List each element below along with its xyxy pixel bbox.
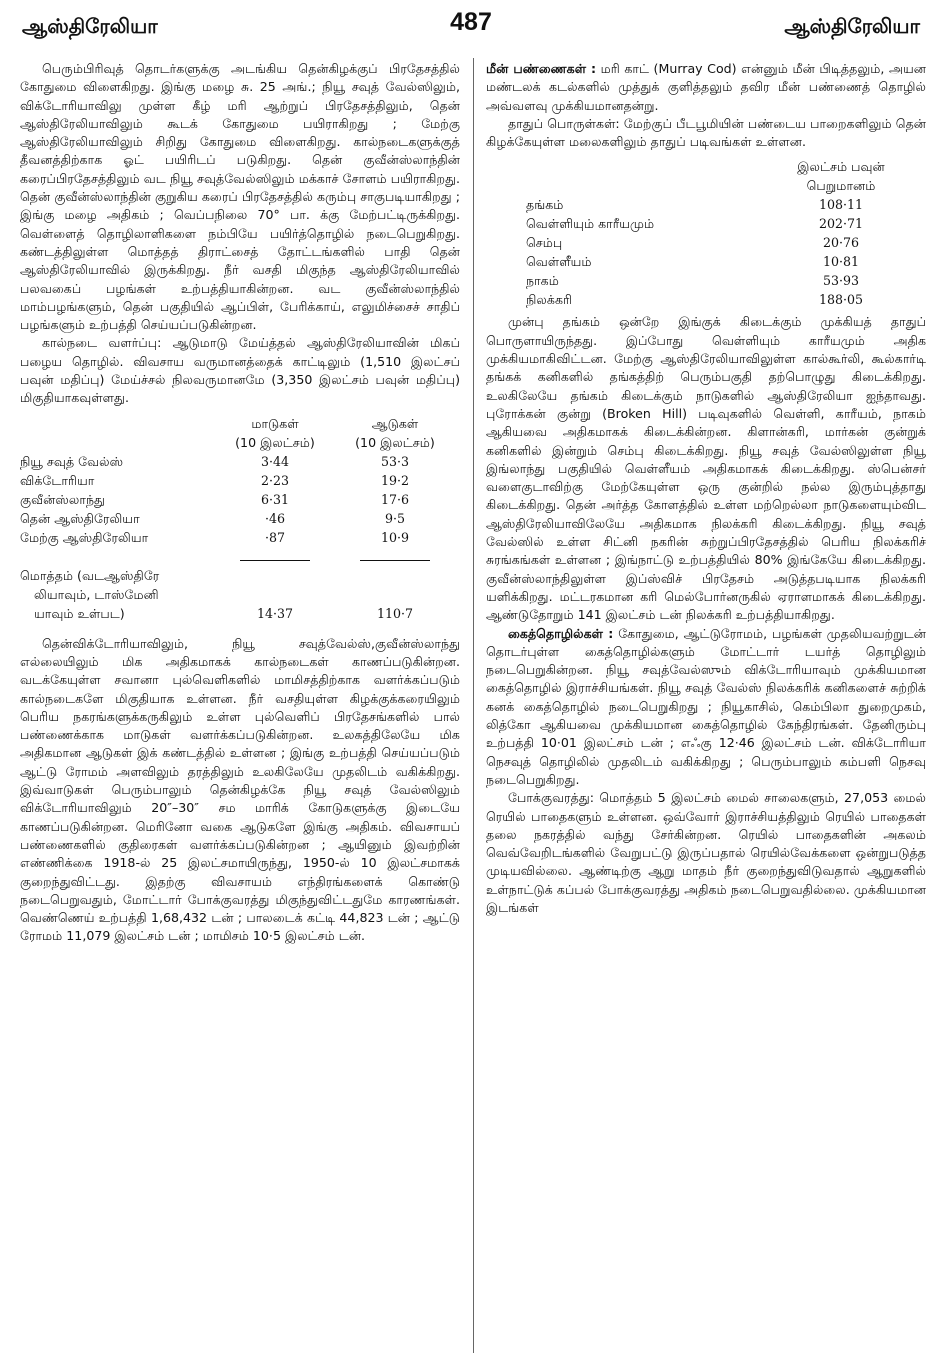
- mineral-name: வெள்ளீயம்: [526, 254, 592, 270]
- total-sheep: 110·7: [376, 605, 414, 621]
- fisheries-text: மரி காட் (Murray Cod) என்னும் மீன் பிடித்தலும், அயன மண்டலக் கடல்களில் முத்துக் குளித்தலும் தவிர மீன் பண்ணைத் தொழில் அவ்வளவு முக்கியமானதன்று.: [486, 61, 926, 113]
- paragraph-transport: போக்குவரத்து: மொத்தம் 5 இலட்சம் மைல் சாலைகளும், 27,053 மைல் ரெயில் பாதைகளும் உள்ளன. ஒவ்வோர் இராச்சியத்திலும் ரெயில் பாதைகள் தலை நகரத்தில் வந்து சேர்கின்றன. ரெயில் பாதைகளின் அகலம் வெவ்வேறிடங்களில் வேறுபட்டு இருப்பதால் ரெயில்வேக்களை ஒன்றுபடுத்த முடியவில்லை. ஆண்டிற்கு ஆறு மாதம் நீர் குறைந்துவிடுவதால் ஆறுகளில் உள்நாட்டுக் கப்பல் போக்குவரத்து அதிகம் நடைபெறுவதில்லை. முக்கியமான இடங்கள்: [486, 790, 926, 915]
- mineral-value: 53·93: [822, 273, 860, 289]
- value-header-unit: பெறுமானம்: [806, 178, 876, 194]
- mineral-value: 108·11: [818, 197, 864, 213]
- cattle-value: 3·44: [260, 453, 290, 469]
- col-header-sheep: ஆடுகள்: [371, 415, 419, 431]
- industries-text: கோதுமை, ஆட்டுரோமம், பழங்கள் முதலியவற்றுடன் தொடர்புள்ள கைத்தொழில்களும் மோட்டார் டயர்த் தொழிலும் நடைபெறுகின்றன. நியூ சவுத்வேல்ஸும் விக்டோரியாவும் முக்கியமான கைத்தொழில் இராச்சியங்கள். நியூ சவுத் வேல்ஸ் நிலக்கரிக் கனிகளைச் சுற்றிக் கனக் கைத்தொழில் நடைபெறுகிறது ; நியூகாசில், கெம்பிலா துறைமுகம், லித்கோ ஆகியவை முக்கியமான கைத்தொழில் கேந்திரங்கள். தேனிரும்பு உற்பத்தி 10·01 இலட்சம் டன் ; எஃகு 12·46 இலட்சம் டன். விக்டோரியா நெசவுத் தொழிலில் முதலிடம் வகிக்கிறது ; பெரும்பாலும் கம்பளி நெசவு நடைபெறுகிறது.: [486, 625, 926, 787]
- paragraph-industries: [486, 625, 926, 790]
- column-divider: [473, 58, 474, 1353]
- col-unit-cattle: (10 இலட்சம்): [235, 434, 315, 450]
- state-name: நியூ சவுத் வேல்ஸ்: [20, 453, 124, 469]
- table-row: [20, 490, 460, 509]
- total-label-line: மொத்தம் (வடஆஸ்திரே: [20, 567, 160, 583]
- table-row: [486, 195, 926, 214]
- total-cattle: 14·37: [256, 605, 294, 621]
- state-name: மேற்கு ஆஸ்திரேலியா: [20, 529, 149, 545]
- sheep-value: 10·9: [380, 529, 410, 545]
- state-name: தென் ஆஸ்திரேலியா: [20, 510, 140, 526]
- table-row: [20, 471, 460, 490]
- running-title-right: ஆஸ்திரேலியா: [784, 14, 920, 38]
- table-row: [20, 452, 460, 471]
- col-header-cattle: மாடுகள்: [251, 415, 299, 431]
- table-row: [20, 528, 460, 547]
- section-lead-industries: கைத்தொழில்கள் :: [508, 625, 614, 641]
- table-row: [486, 233, 926, 252]
- cattle-value: 2·23: [260, 472, 290, 488]
- total-row: [20, 566, 460, 623]
- paragraph-livestock-details: தென்விக்டோரியாவிலும், நியூ சவுத்வேல்ஸ்,குவீன்ஸ்லாந்து எல்லையிலும் மிக அதிகமாகக் கால்நடைகள் காணப்படுகின்றன. வடக்கேயுள்ள சவானா புல்வெளிகளில் மாமிசத்திற்காக வளர்க்கப்படும் கால்நடைகளே மிகுதியாக உள்ளன. நீர் வசதியுள்ள கிழக்குக்கரையிலும் பெரிய நகரங்களுக்கருகிலும் உள்ள புல்வெளிப் பிரதேசங்களில் பால் பண்ணைக்காக மாடுகள் வளர்க்கப்படுகின்றன. உலகத்திலேயே மிக அதிகமான ஆடுகள் இக் கண்டத்தில் உள்ளன ; இங்கு உற்பத்தி செய்யப்படும் ஆட்டு ரோமம் அளவிலும் தரத்திலும் உலகிலேயே முதலிடம் வகிக்கிறது. இவ்வாடுகள் பெரும்பாலும் தென்கிழக்கே நியூ சவுத் வேல்ஸிலும் விக்டோரியாவிலும் 20″–30″ சம மாரிக் கோடுகளுக்கு இடையே காணப்படுகின்றன. மெரினோ வகை ஆடுகளே இங்கு அதிகம். விவசாயப் பண்ணைகளில் குதிரைகள் வளர்க்கப்படுகின்றன ; ஆயினும் இவற்றின் எண்ணிக்கை 1918-ல் 25 இலட்சமாயிருந்து, 1950-ல் 10 இலட்சமாகக் குறைந்துவிட்டது. இதற்கு விவசாயம் எந்திரங்களைக் கொண்டு நடைபெறுவதும், மோட்டார் போக்குவரத்து மிகுந்துவிட்டதுமே காரணங்கள். வெண்ணெய் உற்பத்தி 1,68,432 டன் ; பாலடைக் கட்டி 44,823 டன் ; ஆட்டு ரோமம் 11,079 இலட்சம் டன் ; மாமிசம் 10·5 இலட்சம் டன்.: [20, 635, 460, 944]
- mineral-name: நிலக்கரி: [526, 292, 573, 308]
- running-title-left: ஆஸ்திரேலியா: [22, 14, 158, 38]
- sum-rule: [360, 560, 430, 561]
- paragraph-mining: முன்பு தங்கம் ஒன்றே இங்குக் கிடைக்கும் முக்கியத் தாதுப் பொருளாயிருந்தது. இப்போது வெள்ளியும் காரீயமும் அதிக முக்கியமாகிவிட்டன. மேற்கு ஆஸ்திரேலியாவிலுள்ள கால்கூர்லி, கூல்கார்டி தங்கக் கனிகளில் தங்கத்திற் பெரும்பகுதி தற்பொழுது கிடைக்கிறது. உலகிலேயே தங்கம் கிடைக்கும் நாடுகளில் ஆஸ்திரேலியா ஐந்தாவது. புரோக்கன் குன்று (Broken Hill) படிவுகளில் வெள்ளி, காரீயம், நாகம் ஆகியவை அதிகமாகக் கிடைக்கின்றன. கிளான்கரி, மார்கன் குன்றுக் கனிகளில் இன்றும் செம்பு கிடைக்கிறது. நியூ சவுத் வேல்ஸிலுள்ள நியூ இங்லாந்து பகுதியில் வெள்ளீயம் அதிகமாகக் கிடைக்கிறது. ஸ்பென்சர் வளைகுடாவிற்கு மேற்கேயுள்ள ஒரு குன்றில் நல்ல இரும்புத்தாது கிடைக்கிறது. தென் அர்த்த கோளத்தில் உள்ள மற்றெல்லா நாடுகளையும்விட ஆஸ்திரேலியாவிலேயே அதிகமாக நிலக்கரி கிடைக்கிறது. நியூ சவுத் வேல்ஸில் உள்ள சிட்னி நகரின் சுற்றுப்பிரதேசத்தில் பெரிய நிலக்கரிச் சுரங்கங்கள் உள்ளன ; இங்நாட்டு உற்பத்தியில் 80% இங்கேயே கிடைக்கிறது. குவீன்ஸ்லாந்திலுள்ள இப்ஸ்விச் பிரதேசம் அடுத்தபடியாக நிலக்கரி யளிக்கிறது. மட்டரகமான கரி மெல்போர்னருகில் ஏராளமாகக் கிடைக்கிறது. ஆண்டுதோறும் 141 இலட்சம் டன் நிலக்கரி உற்பத்தியாகிறது.: [486, 314, 926, 623]
- value-header: இலட்சம் பவுன்: [797, 159, 885, 175]
- mineral-name: செம்பு: [526, 235, 563, 251]
- table-row: [20, 509, 460, 528]
- cattle-value: ·46: [264, 510, 286, 526]
- paragraph-minerals-intro: தாதுப் பொருள்கள்: மேற்குப் பீடபூமியின் பண்டைய பாறைகளிலும் தென் கிழக்கேயுள்ள மலைகளிலும் தாதுப் படிவங்கள் உள்ளன.: [486, 115, 926, 150]
- col-unit-sheep: (10 இலட்சம்): [355, 434, 435, 450]
- mineral-value: 188·05: [818, 292, 864, 308]
- table-row: [486, 290, 926, 309]
- mineral-value: 20·76: [822, 235, 860, 251]
- table-row: [486, 271, 926, 290]
- total-label-line: யாவும் உள்பட): [34, 605, 125, 621]
- sheep-value: 9·5: [384, 510, 406, 526]
- sheep-value: 19·2: [380, 472, 410, 488]
- paragraph-livestock-intro: கால்நடை வளர்ப்பு: ஆடுமாடு மேய்த்தல் ஆஸ்திரேலியாவின் மிகப் பழைய தொழில். விவசாய வருமானத்தைக் காட்டிலும் (1,510 இலட்சப் பவுன் மதிப்பு) மேய்ச்சல் நிலவருமானமே (3,350 இலட்சம் பவுன் மதிப்பு) மிகுதியாகவுள்ளது.: [20, 335, 460, 406]
- left-column: [20, 60, 460, 1355]
- cattle-value: ·87: [264, 529, 286, 545]
- total-label-line: லியாவும், டாஸ்மேனி: [34, 586, 159, 602]
- paragraph-crops: பெரும்பிரிவுத் தொடர்களுக்கு அடங்கிய தென்கிழக்குப் பிரதேசத்தில் கோதுமை விளைகிறது. இங்கு மழை சு. 25 அங்.; நியூ சவுத் வேல்ஸிலும், விக்டோரியாவிலு முள்ள கீழ் மரி ஆற்றுப் பிரதேசத்திலும், தென் ஆஸ்திரேலியாவிலும் கூடக் கோதுமை பயிராகிறது ; மேற்கு ஆஸ்திரேலியாவிலும் சிறிது கோதுமை விளைகிறது. கால்நடைகளுக்குத் தீவனத்திற்காக ஓட் பயிரிடப் படுகிறது. தென் குவீன்ஸ்லாந்தின் கரைப்பிரதேசத்திலும் வட நியூ சவுத்வேல்ஸிலும் மக்காச் சோளம் பயிராகிறது. தென் குவீன்ஸ்லாந்தின் குறுகிய கரைப் பிரதேசத்தில் கரும்பு சாகுபடியாகிறது ; இங்கு மழை அதிகம் ; வெப்பநிலை 70° பா. க்கு மேற்பட்டிருக்கிறது. வெள்ளைத் தொழிலாளிகளை நம்பியே பயிர்த்தொழில் நடைபெறுகிறது. கண்டத்திலுள்ள மொத்தத் திராட்சைத் தோட்டங்களில் பாதி தென் ஆஸ்திரேலியாவில் இருக்கிறது. நீர் வசதி மிகுந்த ஆஸ்திரேலியாவில் பலவகைப் பழங்கள் உற்பத்தியாகின்றன. வட குவீன்ஸ்லாந்தில் மாம்பழங்களும், தென் பகுதியில் ஆப்பிள், பேரிக்காய், எலுமிச்சைச் சாதிப் பழங்களும் உற்பத்தி செய்யப்படுகின்றன.: [20, 61, 460, 333]
- table-header-unit-row: [20, 433, 460, 452]
- state-name: விக்டோரியா: [20, 472, 95, 488]
- section-lead-fisheries: மீன் பண்ணைகள் :: [486, 61, 597, 76]
- sum-rule-row: [20, 547, 460, 566]
- minerals-table: [486, 157, 926, 309]
- paragraph-fisheries: [486, 60, 926, 115]
- right-column: [486, 60, 926, 1355]
- table-header-row: [486, 157, 926, 176]
- livestock-table: [20, 414, 460, 623]
- mineral-name: தங்கம்: [526, 197, 564, 213]
- mineral-name: வெள்ளியும் காரீயமும்: [526, 216, 655, 232]
- cattle-value: 6·31: [260, 491, 290, 507]
- table-row: [486, 214, 926, 233]
- sheep-value: 17·6: [380, 491, 410, 507]
- state-name: குவீன்ஸ்லாந்து: [20, 491, 105, 507]
- sum-rule: [240, 560, 310, 561]
- page-number: 487: [450, 8, 492, 36]
- page-header: [0, 6, 942, 46]
- mineral-name: நாகம்: [526, 273, 559, 289]
- table-row: [486, 252, 926, 271]
- table-header-row: [20, 414, 460, 433]
- mineral-value: 10·81: [822, 254, 860, 270]
- table-header-row: [486, 176, 926, 195]
- sheep-value: 53·3: [380, 453, 410, 469]
- mineral-value: 202·71: [818, 216, 864, 232]
